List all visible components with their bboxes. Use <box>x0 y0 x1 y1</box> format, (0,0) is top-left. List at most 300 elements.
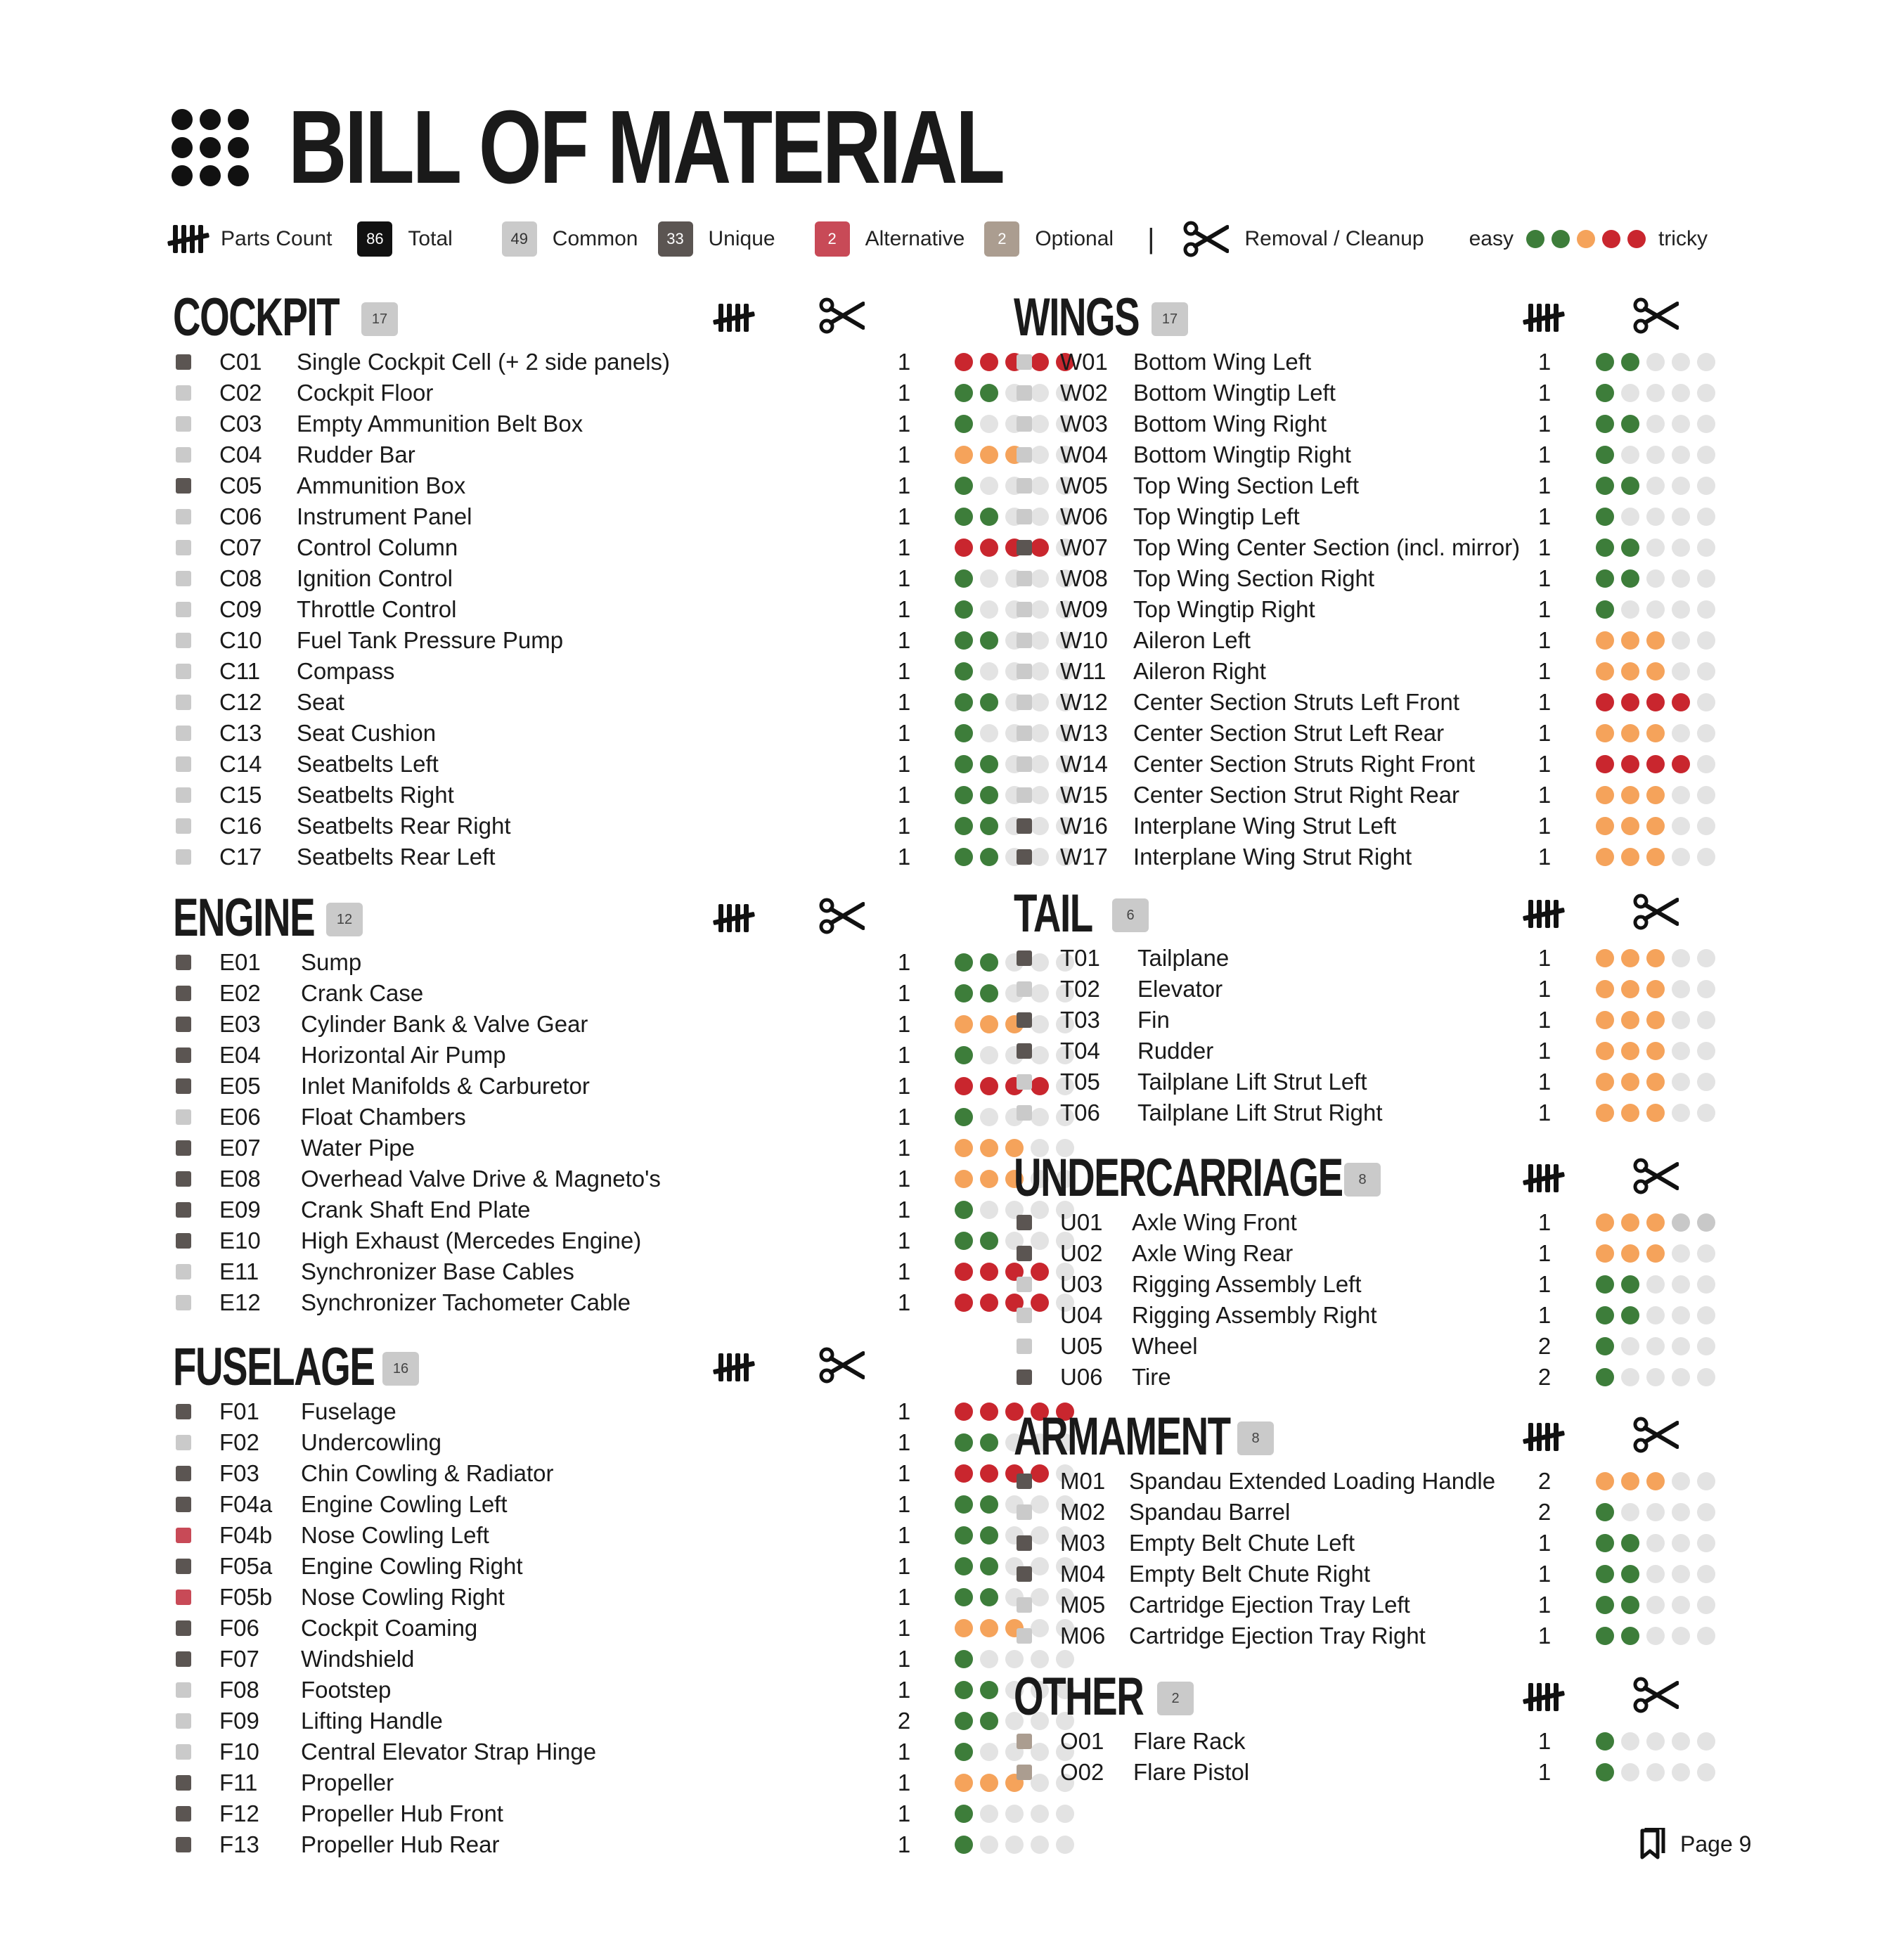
difficulty-dot <box>980 1077 998 1095</box>
part-name: Top Wingtip Left <box>1133 503 1300 529</box>
difficulty-dot <box>955 415 973 433</box>
part-name: Cockpit Floor <box>297 380 434 406</box>
part-type-marker <box>1017 726 1032 741</box>
part-code: C02 <box>219 380 262 406</box>
difficulty-dot <box>980 1015 998 1033</box>
part-name: Cartridge Ejection Tray Right <box>1129 1623 1426 1649</box>
part-type-marker <box>1017 1277 1032 1292</box>
part-name: Rudder Bar <box>297 441 415 468</box>
difficulty-dot <box>1621 980 1639 998</box>
part-code: C09 <box>219 596 262 622</box>
part-type-marker <box>176 633 191 648</box>
part-type-marker <box>176 478 191 494</box>
part-code: T04 <box>1060 1038 1100 1064</box>
part-row <box>1014 1620 1722 1651</box>
part-quantity: 1 <box>897 1042 911 1068</box>
part-type-marker <box>1017 1765 1032 1780</box>
legend-parts-count <box>169 224 332 254</box>
difficulty-dot <box>1621 446 1639 464</box>
section-header <box>173 1336 1081 1395</box>
section-count-badge: 8 <box>1237 1421 1274 1455</box>
part-type-marker <box>1017 1369 1032 1385</box>
difficulty-dot <box>1697 693 1715 711</box>
part-row <box>1014 1237 1722 1268</box>
difficulty-dot <box>1672 1213 1690 1232</box>
scissors-icon <box>1632 297 1679 338</box>
difficulty-dot <box>980 415 998 433</box>
part-quantity: 1 <box>897 1553 911 1579</box>
difficulty-dot <box>955 477 973 495</box>
difficulty-dot <box>1697 848 1715 866</box>
difficulty-dot <box>1697 477 1715 495</box>
part-row <box>173 779 1081 810</box>
difficulty-dot <box>1646 949 1665 967</box>
difficulty-dot <box>1005 1836 1024 1854</box>
difficulty-dot <box>980 1108 998 1126</box>
difficulty-dot <box>1596 1596 1614 1614</box>
part-quantity: 1 <box>897 689 911 715</box>
difficulty-dot <box>1697 1244 1715 1263</box>
difficulty-dot <box>955 984 973 1002</box>
difficulty-dot <box>1596 724 1614 742</box>
part-type-marker <box>1017 1628 1032 1644</box>
difficulty-dot <box>1697 817 1715 835</box>
difficulty-dot <box>980 1495 998 1514</box>
part-quantity: 1 <box>1537 1100 1552 1126</box>
part-name: Top Wing Section Left <box>1133 472 1360 498</box>
difficulty-dot <box>1596 848 1614 866</box>
difficulty-dot <box>1621 693 1639 711</box>
difficulty-rating <box>1596 1596 1715 1614</box>
part-row <box>173 1008 1081 1039</box>
part-type-marker <box>176 1620 191 1636</box>
part-row <box>173 841 1081 872</box>
part-name: Propeller Hub Front <box>301 1800 503 1826</box>
part-code: W02 <box>1060 380 1108 406</box>
part-row <box>1014 1725 1722 1756</box>
difficulty-dot <box>980 1836 998 1854</box>
part-code: F11 <box>219 1769 258 1795</box>
part-name: Bottom Wingtip Left <box>1133 380 1336 406</box>
difficulty-dot <box>980 477 998 495</box>
difficulty-dot <box>1672 1534 1690 1552</box>
legend-common <box>502 221 638 257</box>
difficulty-dot <box>980 1403 998 1421</box>
part-quantity: 1 <box>897 1831 911 1857</box>
part-name: Propeller Hub Rear <box>301 1831 500 1857</box>
part-row <box>1014 531 1722 562</box>
part-quantity: 1 <box>897 1135 911 1161</box>
part-row <box>1014 1558 1722 1589</box>
difficulty-dot <box>1596 1627 1614 1645</box>
difficulty-rating <box>1596 1337 1715 1355</box>
difficulty-dot <box>1672 724 1690 742</box>
part-type-marker <box>176 1528 191 1543</box>
difficulty-dot <box>955 631 973 650</box>
difficulty-dot <box>1646 631 1665 650</box>
difficulty-dot <box>955 1495 973 1514</box>
difficulty-dot <box>1621 477 1639 495</box>
part-type-marker <box>1017 1339 1032 1354</box>
difficulty-dot <box>1697 1732 1715 1751</box>
difficulty-dot <box>955 755 973 773</box>
difficulty-dot <box>1672 1627 1690 1645</box>
difficulty-dot <box>1672 415 1690 433</box>
part-name: Axle Wing Rear <box>1132 1240 1294 1266</box>
difficulty-dot <box>955 1433 973 1452</box>
part-name: Propeller <box>301 1769 394 1795</box>
difficulty-rating <box>1596 848 1715 866</box>
difficulty-dot <box>1672 1732 1690 1751</box>
part-type-marker <box>1017 849 1032 865</box>
difficulty-dot <box>980 1201 998 1219</box>
difficulty-dot <box>1697 508 1715 526</box>
part-type-marker <box>176 1202 191 1218</box>
part-code: O02 <box>1060 1759 1104 1785</box>
difficulty-dot <box>1672 539 1690 557</box>
difficulty-dot <box>1646 508 1665 526</box>
scissors-icon <box>1632 1676 1679 1717</box>
section-count-badge: 8 <box>1344 1163 1381 1197</box>
part-name: Top Wing Center Section (incl. mirror) <box>1133 534 1521 560</box>
difficulty-dot <box>1697 755 1715 773</box>
part-quantity: 1 <box>897 980 911 1006</box>
part-type-marker <box>176 1017 191 1032</box>
part-code: F05b <box>219 1584 273 1610</box>
part-code: E03 <box>219 1011 261 1037</box>
part-name: Center Section Struts Right Front <box>1133 751 1476 777</box>
difficulty-dot <box>980 786 998 804</box>
difficulty-dot <box>1621 1104 1639 1122</box>
part-row <box>173 1736 1081 1767</box>
section-header <box>173 887 1081 946</box>
difficulty-dot <box>955 1403 973 1421</box>
part-type-marker <box>176 849 191 865</box>
part-name: Tailplane Lift Strut Left <box>1137 1069 1367 1095</box>
difficulty-dot <box>955 1557 973 1575</box>
part-type-marker <box>176 1806 191 1822</box>
difficulty-dot <box>955 693 973 711</box>
part-row <box>1014 655 1722 686</box>
part-code: F04a <box>219 1491 273 1517</box>
difficulty-dot <box>1672 786 1690 804</box>
part-type-marker <box>1017 385 1032 401</box>
difficulty-dot <box>1596 1244 1614 1263</box>
part-quantity: 1 <box>897 534 911 560</box>
scissors-icon <box>1182 220 1229 258</box>
part-name: Crank Shaft End Plate <box>301 1197 531 1223</box>
difficulty-scale-dot <box>1627 230 1646 248</box>
part-type-marker <box>176 818 191 834</box>
difficulty-dot <box>1621 1011 1639 1029</box>
difficulty-rating <box>1596 662 1715 681</box>
part-name: Bottom Wingtip Right <box>1133 441 1351 468</box>
part-code: W13 <box>1060 720 1108 746</box>
bookmark-icon <box>1638 1828 1666 1860</box>
part-name: Horizontal Air Pump <box>301 1042 506 1068</box>
difficulty-dot <box>955 1526 973 1545</box>
part-type-marker <box>1017 447 1032 463</box>
difficulty-dot <box>1697 600 1715 619</box>
legend-tricky-label: tricky <box>1658 227 1708 250</box>
part-name: Center Section Strut Left Rear <box>1133 720 1445 746</box>
difficulty-dot <box>980 1170 998 1188</box>
part-row <box>173 1101 1081 1132</box>
part-type-marker <box>176 571 191 586</box>
difficulty-dot <box>1621 569 1639 588</box>
section-title: TAIL <box>1014 884 1092 943</box>
part-type-marker <box>176 1295 191 1310</box>
difficulty-dot <box>955 662 973 681</box>
difficulty-dot <box>1672 693 1690 711</box>
section-cockpit <box>173 287 1081 872</box>
difficulty-dot <box>1621 724 1639 742</box>
section-count-badge: 17 <box>361 302 398 336</box>
difficulty-dot <box>1646 1596 1665 1614</box>
part-type-marker <box>176 1590 191 1605</box>
part-name: Bottom Wing Left <box>1133 349 1312 375</box>
difficulty-dot <box>1646 662 1665 681</box>
part-row <box>1014 973 1722 1004</box>
part-type-marker <box>176 1435 191 1450</box>
difficulty-dot <box>980 1464 998 1483</box>
part-code: C14 <box>219 751 262 777</box>
section-count-badge: 2 <box>1157 1682 1194 1715</box>
part-type-marker <box>176 1264 191 1279</box>
part-name: Cartridge Ejection Tray Left <box>1129 1592 1410 1618</box>
difficulty-dot <box>1646 539 1665 557</box>
difficulty-dot <box>1596 693 1614 711</box>
difficulty-dot <box>980 1588 998 1606</box>
difficulty-rating <box>1596 786 1715 804</box>
difficulty-scale-dot <box>1526 230 1544 248</box>
part-row <box>173 1457 1081 1488</box>
part-quantity: 1 <box>897 565 911 591</box>
part-name: Control Column <box>297 534 458 560</box>
difficulty-rating <box>1596 817 1715 835</box>
part-row <box>173 1163 1081 1194</box>
part-code: M03 <box>1060 1530 1106 1556</box>
part-type-marker <box>1017 1074 1032 1090</box>
part-type-marker <box>176 1109 191 1125</box>
part-quantity: 1 <box>897 1677 911 1703</box>
tally-icon <box>1524 1421 1563 1452</box>
part-type-marker <box>1017 354 1032 370</box>
difficulty-dot <box>1621 1073 1639 1091</box>
difficulty-dot <box>1672 1011 1690 1029</box>
difficulty-dot <box>980 1681 998 1699</box>
difficulty-rating <box>1596 1534 1715 1552</box>
part-quantity: 1 <box>897 1615 911 1641</box>
difficulty-dot <box>980 600 998 619</box>
part-row <box>1014 624 1722 655</box>
part-code: C05 <box>219 472 262 498</box>
part-quantity: 1 <box>897 1197 911 1223</box>
part-code: C11 <box>219 658 261 684</box>
difficulty-scale <box>1526 230 1646 248</box>
part-row <box>173 1039 1081 1070</box>
part-quantity: 1 <box>1537 472 1552 498</box>
difficulty-dot <box>955 1650 973 1668</box>
difficulty-dot <box>1621 1503 1639 1521</box>
part-name: Wheel <box>1132 1333 1198 1359</box>
difficulty-dot <box>955 1170 973 1188</box>
part-row <box>173 1829 1081 1859</box>
part-code: U05 <box>1060 1333 1103 1359</box>
part-code: W17 <box>1060 844 1108 870</box>
part-quantity: 1 <box>1537 1302 1552 1328</box>
part-type-marker <box>176 1775 191 1791</box>
difficulty-dot <box>1621 1627 1639 1645</box>
section-other <box>1014 1666 1722 1787</box>
part-row <box>173 1612 1081 1643</box>
part-type-marker <box>1017 818 1032 834</box>
part-row <box>173 1643 1081 1674</box>
legend-alternative-label: Alternative <box>865 227 965 250</box>
difficulty-dot <box>1596 1565 1614 1583</box>
part-code: E09 <box>219 1197 261 1223</box>
part-code: W11 <box>1060 658 1107 684</box>
part-type-marker <box>1017 1597 1032 1613</box>
difficulty-dot <box>980 508 998 526</box>
difficulty-dot <box>1646 1565 1665 1583</box>
difficulty-dot <box>1596 569 1614 588</box>
part-code: W01 <box>1060 349 1108 375</box>
difficulty-dot <box>955 1774 973 1792</box>
difficulty-dot <box>980 1263 998 1281</box>
difficulty-dot <box>1697 446 1715 464</box>
difficulty-rating <box>1596 1213 1715 1232</box>
part-quantity: 1 <box>1537 534 1552 560</box>
difficulty-dot <box>1596 1275 1614 1294</box>
difficulty-dot <box>1621 949 1639 967</box>
difficulty-dot <box>955 1015 973 1033</box>
part-quantity: 1 <box>897 596 911 622</box>
part-code: W12 <box>1060 689 1108 715</box>
part-row <box>173 655 1081 686</box>
part-row <box>173 1426 1081 1457</box>
part-type-marker <box>176 1233 191 1249</box>
difficulty-rating <box>1596 1011 1715 1029</box>
part-row <box>1014 501 1722 531</box>
difficulty-dot <box>1697 631 1715 650</box>
difficulty-dot <box>1672 848 1690 866</box>
difficulty-dot <box>1646 1213 1665 1232</box>
part-name: Axle Wing Front <box>1132 1209 1297 1235</box>
tally-icon <box>1524 1163 1563 1194</box>
part-quantity: 1 <box>897 1800 911 1826</box>
part-name: Aileron Left <box>1133 627 1251 653</box>
difficulty-dot <box>1596 631 1614 650</box>
difficulty-dot <box>1646 755 1665 773</box>
difficulty-dot <box>1621 1763 1639 1781</box>
difficulty-rating <box>1596 539 1715 557</box>
part-quantity: 1 <box>897 1460 911 1486</box>
difficulty-dot <box>1596 539 1614 557</box>
legend-optional-label: Optional <box>1035 227 1114 250</box>
part-quantity: 1 <box>1537 1007 1552 1033</box>
part-type-marker <box>176 1171 191 1187</box>
part-row <box>173 1132 1081 1163</box>
legend-alternative <box>815 221 965 257</box>
difficulty-rating <box>1596 1275 1715 1294</box>
difficulty-dot <box>1056 1836 1074 1854</box>
difficulty-dot <box>1672 446 1690 464</box>
part-quantity: 1 <box>1537 1069 1552 1095</box>
part-quantity: 1 <box>1537 782 1552 808</box>
part-quantity: 1 <box>1537 945 1552 971</box>
part-row <box>173 1488 1081 1519</box>
part-quantity: 2 <box>1537 1364 1552 1390</box>
difficulty-dot <box>980 1712 998 1730</box>
difficulty-dot <box>1646 415 1665 433</box>
part-code: E07 <box>219 1135 261 1161</box>
legend-total <box>357 221 452 257</box>
part-type-marker <box>176 955 191 970</box>
difficulty-rating <box>1596 1306 1715 1324</box>
part-quantity: 1 <box>897 349 911 375</box>
difficulty-dot <box>955 508 973 526</box>
part-type-marker <box>1017 509 1032 524</box>
part-name: Empty Belt Chute Right <box>1129 1561 1370 1587</box>
part-row <box>1014 1496 1722 1527</box>
part-type-marker <box>176 447 191 463</box>
part-row <box>1014 1097 1722 1128</box>
difficulty-rating <box>1596 600 1715 619</box>
difficulty-dot <box>980 693 998 711</box>
part-row <box>1014 942 1722 973</box>
part-type-marker <box>1017 1043 1032 1059</box>
difficulty-dot <box>1697 1472 1715 1490</box>
part-name: Seat Cushion <box>297 720 437 746</box>
part-quantity: 1 <box>897 1227 911 1253</box>
part-name: Interplane Wing Strut Right <box>1133 844 1412 870</box>
difficulty-dot <box>1596 817 1614 835</box>
part-name: Ignition Control <box>297 565 453 591</box>
difficulty-dot <box>1697 1104 1715 1122</box>
difficulty-dot <box>1596 755 1614 773</box>
difficulty-dot <box>980 631 998 650</box>
legend-optional-badge: 2 <box>984 221 1019 257</box>
section-title: ARMAMENT <box>1014 1407 1230 1466</box>
legend-separator: | <box>1147 223 1155 254</box>
difficulty-dot <box>1596 1042 1614 1060</box>
part-code: E10 <box>219 1227 261 1253</box>
part-row <box>173 1225 1081 1256</box>
difficulty-rating <box>1596 1732 1715 1751</box>
part-code: M02 <box>1060 1499 1106 1525</box>
part-row <box>173 439 1081 470</box>
part-name: Undercowling <box>301 1429 441 1455</box>
difficulty-dot <box>1646 1306 1665 1324</box>
part-quantity: 1 <box>1537 1209 1552 1235</box>
part-name: Engine Cowling Left <box>301 1491 508 1517</box>
part-type-marker <box>1017 571 1032 586</box>
part-code: E08 <box>219 1166 261 1192</box>
difficulty-dot <box>1646 1368 1665 1386</box>
difficulty-dot <box>1697 384 1715 402</box>
part-type-marker <box>1017 1012 1032 1028</box>
section-header <box>1014 1666 1722 1725</box>
difficulty-dot <box>1596 415 1614 433</box>
difficulty-dot <box>1672 1596 1690 1614</box>
part-code: W04 <box>1060 441 1108 468</box>
scissors-icon <box>1632 893 1679 934</box>
part-name: Fuselage <box>301 1398 396 1424</box>
part-name: Water Pipe <box>301 1135 415 1161</box>
part-quantity: 1 <box>1537 844 1552 870</box>
difficulty-dot <box>1672 1073 1690 1091</box>
